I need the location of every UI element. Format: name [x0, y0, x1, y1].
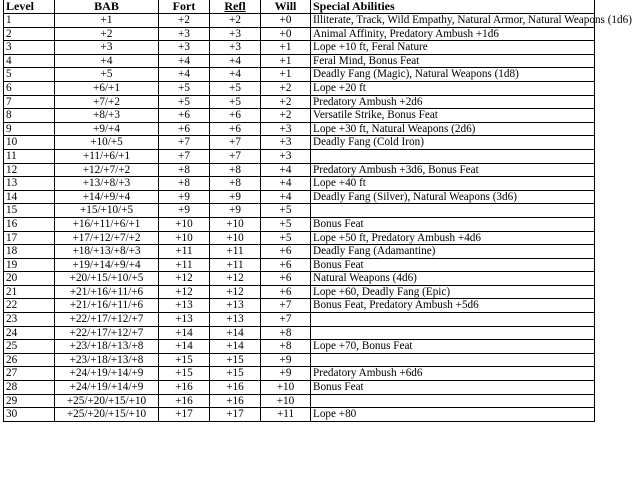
fort-cell: +7 — [159, 136, 210, 150]
bab-cell: +4 — [55, 54, 159, 68]
will-cell: +0 — [261, 27, 311, 41]
table-header — [4, 0, 595, 14]
fort-cell: +5 — [159, 95, 210, 109]
bab-cell: +5 — [55, 68, 159, 82]
fort-cell: +11 — [159, 245, 210, 259]
table-row — [4, 68, 595, 82]
will-cell: +5 — [261, 204, 311, 218]
bab-cell: +14/+9/+4 — [55, 190, 159, 204]
bab-cell: +11/+6/+1 — [55, 149, 159, 163]
level-cell: 4 — [4, 54, 55, 68]
bab-cell: +24/+19/+14/+9 — [55, 381, 159, 395]
special-abilities-cell: Lope +80 — [311, 408, 595, 422]
will-cell: +1 — [261, 41, 311, 55]
special-abilities-cell: Lope +30 ft, Natural Weapons (2d6) — [311, 122, 595, 136]
special-abilities-cell: Lope +20 ft — [311, 81, 595, 95]
table-row — [4, 381, 595, 395]
refl-cell: +3 — [210, 41, 261, 55]
fort-cell: +13 — [159, 313, 210, 327]
fort-cell: +5 — [159, 81, 210, 95]
special-abilities-cell — [311, 353, 595, 367]
header-row — [4, 0, 595, 14]
refl-cell: +9 — [210, 204, 261, 218]
will-cell: +7 — [261, 299, 311, 313]
special-abilities-cell: Predatory Ambush +2d6 — [311, 95, 595, 109]
table-row — [4, 258, 595, 272]
special-abilities-cell — [311, 313, 595, 327]
special-abilities-cell: Predatory Ambush +6d6 — [311, 367, 595, 381]
level-cell: 21 — [4, 285, 55, 299]
fort-cell: +14 — [159, 340, 210, 354]
table-row — [4, 285, 595, 299]
bab-cell: +23/+18/+13/+8 — [55, 353, 159, 367]
table-row — [4, 14, 595, 28]
table-row — [4, 177, 595, 191]
fort-cell: +8 — [159, 163, 210, 177]
fort-cell: +11 — [159, 258, 210, 272]
fort-cell: +14 — [159, 326, 210, 340]
special-abilities-cell: Bonus Feat — [311, 258, 595, 272]
header-bab: BAB — [55, 0, 159, 14]
refl-cell: +11 — [210, 245, 261, 259]
level-cell: 7 — [4, 95, 55, 109]
level-cell: 15 — [4, 204, 55, 218]
table-row — [4, 149, 595, 163]
class-progression-table — [3, 0, 632, 422]
special-abilities-cell: Natural Weapons (4d6) — [311, 272, 595, 286]
refl-cell: +12 — [210, 285, 261, 299]
level-cell: 27 — [4, 367, 55, 381]
special-abilities-cell: Lope +10 ft, Feral Nature — [311, 41, 595, 55]
fort-cell: +12 — [159, 272, 210, 286]
refl-cell: +2 — [210, 14, 261, 28]
table-row — [4, 231, 595, 245]
level-cell: 20 — [4, 272, 55, 286]
table-row — [4, 245, 595, 259]
bab-cell: +3 — [55, 41, 159, 55]
table-row — [4, 272, 595, 286]
header-refl-label: Refl — [224, 0, 246, 13]
table-row — [4, 326, 595, 340]
level-cell: 1 — [4, 14, 55, 28]
level-cell: 6 — [4, 81, 55, 95]
fort-cell: +8 — [159, 177, 210, 191]
fort-cell: +7 — [159, 149, 210, 163]
table-row — [4, 204, 595, 218]
table-row — [4, 95, 595, 109]
bab-cell: +13/+8/+3 — [55, 177, 159, 191]
level-cell: 26 — [4, 353, 55, 367]
level-cell: 23 — [4, 313, 55, 327]
will-cell: +11 — [261, 408, 311, 422]
fort-cell: +10 — [159, 217, 210, 231]
fort-cell: +10 — [159, 231, 210, 245]
header-fort: Fort — [159, 0, 210, 14]
refl-cell: +12 — [210, 272, 261, 286]
refl-cell: +6 — [210, 109, 261, 123]
bab-cell: +7/+2 — [55, 95, 159, 109]
special-abilities-cell — [311, 204, 595, 218]
level-cell: 9 — [4, 122, 55, 136]
header-refl — [210, 0, 261, 14]
special-abilities-cell: Animal Affinity, Predatory Ambush +1d6 — [311, 27, 595, 41]
special-abilities-cell: Feral Mind, Bonus Feat — [311, 54, 595, 68]
level-cell: 18 — [4, 245, 55, 259]
special-abilities-cell: Lope +40 ft — [311, 177, 595, 191]
refl-cell: +16 — [210, 381, 261, 395]
special-abilities-cell: Bonus Feat, Predatory Ambush +5d6 — [311, 299, 595, 313]
special-abilities-cell: Deadly Fang (Adamantine) — [311, 245, 595, 259]
bab-cell: +23/+18/+13/+8 — [55, 340, 159, 354]
level-cell: 19 — [4, 258, 55, 272]
refl-cell: +15 — [210, 353, 261, 367]
refl-cell: +7 — [210, 149, 261, 163]
table-row — [4, 340, 595, 354]
level-cell: 3 — [4, 41, 55, 55]
bab-cell: +24/+19/+14/+9 — [55, 367, 159, 381]
refl-cell: +7 — [210, 136, 261, 150]
table-row — [4, 27, 595, 41]
will-cell: +8 — [261, 326, 311, 340]
special-abilities-cell: Illiterate, Track, Wild Empathy, Natural Armor, Natural Weapons (1d6) — [311, 14, 595, 28]
table-row — [4, 313, 595, 327]
refl-cell: +3 — [210, 27, 261, 41]
fort-cell: +6 — [159, 109, 210, 123]
special-abilities-cell — [311, 326, 595, 340]
fort-cell: +3 — [159, 27, 210, 41]
refl-cell: +8 — [210, 163, 261, 177]
will-cell: +5 — [261, 231, 311, 245]
fort-cell: +2 — [159, 14, 210, 28]
table-row — [4, 81, 595, 95]
level-cell: 22 — [4, 299, 55, 313]
will-cell: +6 — [261, 258, 311, 272]
level-cell: 28 — [4, 381, 55, 395]
bab-cell: +19/+14/+9/+4 — [55, 258, 159, 272]
will-cell: +2 — [261, 81, 311, 95]
level-cell: 14 — [4, 190, 55, 204]
table-row — [4, 122, 595, 136]
will-cell: +7 — [261, 313, 311, 327]
refl-cell: +10 — [210, 217, 261, 231]
special-abilities-cell: Versatile Strike, Bonus Feat — [311, 109, 595, 123]
table-row — [4, 367, 595, 381]
bab-cell: +21/+16/+11/+6 — [55, 299, 159, 313]
level-cell: 17 — [4, 231, 55, 245]
will-cell: +4 — [261, 190, 311, 204]
refl-cell: +9 — [210, 190, 261, 204]
table-row — [4, 109, 595, 123]
bab-cell: +15/+10/+5 — [55, 204, 159, 218]
bab-cell: +12/+7/+2 — [55, 163, 159, 177]
bab-cell: +20/+15/+10/+5 — [55, 272, 159, 286]
table-row — [4, 408, 595, 422]
refl-cell: +5 — [210, 81, 261, 95]
bab-cell: +10/+5 — [55, 136, 159, 150]
level-cell: 25 — [4, 340, 55, 354]
level-cell: 2 — [4, 27, 55, 41]
special-abilities-cell: Lope +70, Bonus Feat — [311, 340, 595, 354]
fort-cell: +4 — [159, 68, 210, 82]
bab-cell: +25/+20/+15/+10 — [55, 394, 159, 408]
table-row — [4, 41, 595, 55]
will-cell: +3 — [261, 136, 311, 150]
will-cell: +4 — [261, 163, 311, 177]
table-row — [4, 217, 595, 231]
will-cell: +3 — [261, 149, 311, 163]
fort-cell: +3 — [159, 41, 210, 55]
level-cell: 11 — [4, 149, 55, 163]
will-cell: +3 — [261, 122, 311, 136]
bab-cell: +2 — [55, 27, 159, 41]
fort-cell: +4 — [159, 54, 210, 68]
fort-cell: +16 — [159, 394, 210, 408]
will-cell: +1 — [261, 68, 311, 82]
bab-cell: +8/+3 — [55, 109, 159, 123]
level-cell: 30 — [4, 408, 55, 422]
special-abilities-cell: Lope +50 ft, Predatory Ambush +4d6 — [311, 231, 595, 245]
bab-cell: +18/+13/+8/+3 — [55, 245, 159, 259]
fort-cell: +15 — [159, 367, 210, 381]
will-cell: +9 — [261, 353, 311, 367]
will-cell: +1 — [261, 54, 311, 68]
will-cell: +6 — [261, 285, 311, 299]
header-will: Will — [261, 0, 311, 14]
table-row — [4, 299, 595, 313]
will-cell: +8 — [261, 340, 311, 354]
will-cell: +10 — [261, 381, 311, 395]
bab-cell: +22/+17/+12/+7 — [55, 326, 159, 340]
will-cell: +0 — [261, 14, 311, 28]
table-row — [4, 190, 595, 204]
will-cell: +5 — [261, 217, 311, 231]
table-row — [4, 394, 595, 408]
special-abilities-cell: Deadly Fang (Magic), Natural Weapons (1d8) — [311, 68, 595, 82]
refl-cell: +16 — [210, 394, 261, 408]
special-abilities-cell: Predatory Ambush +3d6, Bonus Feat — [311, 163, 595, 177]
special-abilities-cell — [311, 394, 595, 408]
fort-cell: +15 — [159, 353, 210, 367]
fort-cell: +9 — [159, 204, 210, 218]
bab-cell: +6/+1 — [55, 81, 159, 95]
bab-cell: +16/+11/+6/+1 — [55, 217, 159, 231]
fort-cell: +13 — [159, 299, 210, 313]
will-cell: +10 — [261, 394, 311, 408]
special-abilities-cell: Deadly Fang (Silver), Natural Weapons (3d6) — [311, 190, 595, 204]
special-abilities-cell: Deadly Fang (Cold Iron) — [311, 136, 595, 150]
special-abilities-cell: Bonus Feat — [311, 217, 595, 231]
refl-cell: +4 — [210, 54, 261, 68]
bab-cell: +17/+12/+7/+2 — [55, 231, 159, 245]
special-abilities-cell: Lope +60, Deadly Fang (Epic) — [311, 285, 595, 299]
table-row — [4, 136, 595, 150]
fort-cell: +9 — [159, 190, 210, 204]
refl-cell: +5 — [210, 95, 261, 109]
will-cell: +9 — [261, 367, 311, 381]
header-special-abilities: Special Abilities — [311, 0, 595, 14]
will-cell: +6 — [261, 272, 311, 286]
bab-cell: +1 — [55, 14, 159, 28]
fort-cell: +17 — [159, 408, 210, 422]
level-cell: 29 — [4, 394, 55, 408]
fort-cell: +16 — [159, 381, 210, 395]
refl-cell: +11 — [210, 258, 261, 272]
refl-cell: +17 — [210, 408, 261, 422]
fort-cell: +12 — [159, 285, 210, 299]
will-cell: +2 — [261, 109, 311, 123]
table-body — [4, 14, 632, 422]
level-cell: 8 — [4, 109, 55, 123]
refl-cell: +13 — [210, 299, 261, 313]
table-row — [4, 54, 595, 68]
will-cell: +6 — [261, 245, 311, 259]
bab-cell: +22/+17/+12/+7 — [55, 313, 159, 327]
refl-cell: +13 — [210, 313, 261, 327]
special-abilities-cell: Bonus Feat — [311, 381, 595, 395]
level-cell: 5 — [4, 68, 55, 82]
level-cell: 12 — [4, 163, 55, 177]
will-cell: +2 — [261, 95, 311, 109]
refl-cell: +4 — [210, 68, 261, 82]
level-cell: 16 — [4, 217, 55, 231]
refl-cell: +8 — [210, 177, 261, 191]
level-cell: 13 — [4, 177, 55, 191]
level-cell: 10 — [4, 136, 55, 150]
refl-cell: +14 — [210, 340, 261, 354]
table-row — [4, 353, 595, 367]
refl-cell: +6 — [210, 122, 261, 136]
level-cell: 24 — [4, 326, 55, 340]
fort-cell: +6 — [159, 122, 210, 136]
bab-cell: +25/+20/+15/+10 — [55, 408, 159, 422]
bab-cell: +21/+16/+11/+6 — [55, 285, 159, 299]
table-row — [4, 163, 595, 177]
will-cell: +4 — [261, 177, 311, 191]
refl-cell: +14 — [210, 326, 261, 340]
header-level: Level — [4, 0, 55, 14]
bab-cell: +9/+4 — [55, 122, 159, 136]
refl-cell: +15 — [210, 367, 261, 381]
refl-cell: +10 — [210, 231, 261, 245]
special-abilities-cell — [311, 149, 595, 163]
